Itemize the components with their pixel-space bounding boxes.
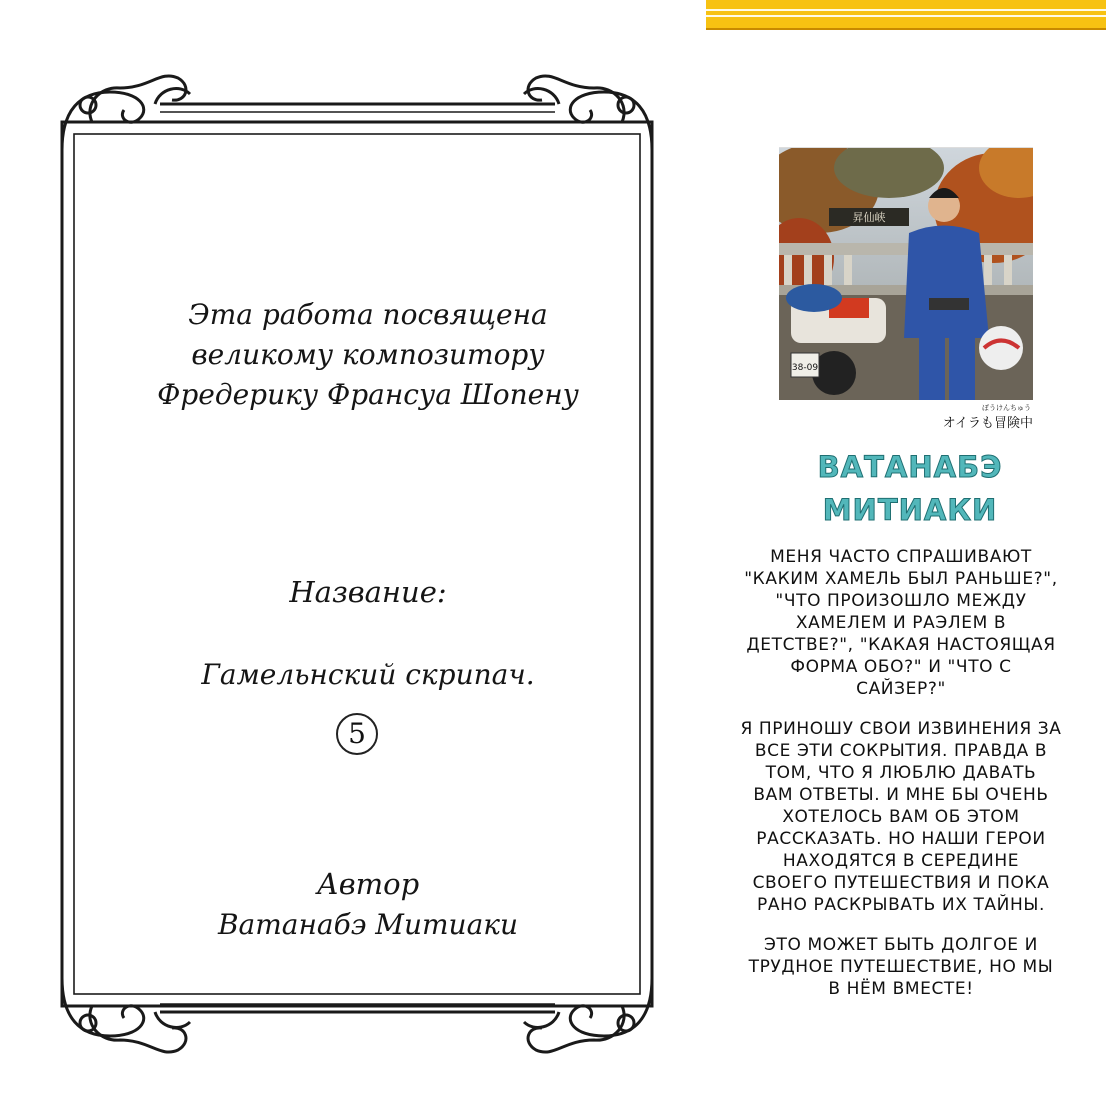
- message-line: ФОРМА ОБО?" И "ЧТО С: [790, 657, 1012, 677]
- dedication-line: Эта работа посвящена: [188, 298, 548, 331]
- message-line: ТОМ, ЧТО Я ЛЮБЛЮ ДАВАТЬ: [765, 763, 1037, 783]
- message-line: САЙЗЕР?": [856, 679, 946, 699]
- author-name: Ватанабэ Митиаки: [217, 908, 519, 941]
- band-stripe: [706, 15, 1106, 17]
- message-line: "ЧТО ПРОИЗОШЛО МЕЖДУ: [775, 591, 1027, 611]
- message-line: ВСЕ ЭТИ СОКРЫТИЯ. ПРАВДА В: [754, 741, 1048, 761]
- message-line: В НЁМ ВМЕСТЕ!: [828, 979, 974, 999]
- message-line: НАХОДЯТСЯ В СЕРЕДИНЕ: [782, 851, 1020, 871]
- author-heading-line: ВАТАНАБЭ: [817, 450, 1003, 484]
- message-line: МЕНЯ ЧАСТО СПРАШИВАЮТ: [770, 547, 1032, 567]
- band-stripe: [706, 9, 1106, 11]
- author-label: Автор: [316, 867, 420, 901]
- photo-caption-text: オイラも冒険中: [942, 416, 1033, 431]
- author-message-paragraph: [706, 934, 1096, 1000]
- message-line: РАНО РАСКРЫВАТЬ ИХ ТАЙНЫ.: [757, 895, 1045, 915]
- message-line: ХАМЕЛЕМ И РАЭЛЕМ В: [795, 613, 1007, 633]
- message-line: "КАКИМ ХАМЕЛЬ БЫЛ РАНЬШЕ?",: [744, 569, 1058, 589]
- title-value: Гамельнский скрипач.: [201, 658, 535, 691]
- dedication-text: [150, 295, 586, 415]
- author-heading-line: МИТИАКИ: [822, 493, 998, 527]
- volume-number-badge: 5: [336, 713, 378, 755]
- message-line: ЭТО МОЖЕТ БЫТЬ ДОЛГОЕ И: [764, 935, 1038, 955]
- message-line: Я ПРИНОШУ СВОИ ИЗВИНЕНИЯ ЗА: [740, 719, 1062, 739]
- dedication-line: великому композитору: [191, 338, 545, 371]
- top-color-band: [706, 0, 1106, 30]
- photo-caption-ruby: ぼうけんちゅう: [982, 404, 1031, 412]
- photo-plate-text: 38-09: [791, 363, 819, 373]
- author-message-paragraph: [706, 546, 1096, 700]
- title-label: Название:: [289, 575, 447, 609]
- message-line: СВОЕГО ПУТЕШЕСТВИЯ И ПОКА: [752, 873, 1050, 893]
- message-line: ХОТЕЛОСЬ ВАМ ОБ ЭТОМ: [782, 807, 1020, 827]
- message-line: ТРУДНОЕ ПУТЕШЕСТВИЕ, НО МЫ: [748, 957, 1054, 977]
- band-edge: [706, 28, 1106, 30]
- photo-caption: [918, 404, 1033, 431]
- author-photo: [779, 147, 1033, 400]
- author-message-paragraph: [706, 718, 1096, 916]
- message-line: ВАМ ОТВЕТЫ. И МНЕ БЫ ОЧЕНЬ: [753, 785, 1049, 805]
- dedication-line: Фредерику Франсуа Шопену: [157, 378, 579, 411]
- message-line: РАССКАЗАТЬ. НО НАШИ ГЕРОИ: [756, 829, 1046, 849]
- photo-sign-text: 昇仙峡: [852, 211, 886, 224]
- message-line: ДЕТСТВЕ?", "КАКАЯ НАСТОЯЩАЯ: [746, 635, 1056, 655]
